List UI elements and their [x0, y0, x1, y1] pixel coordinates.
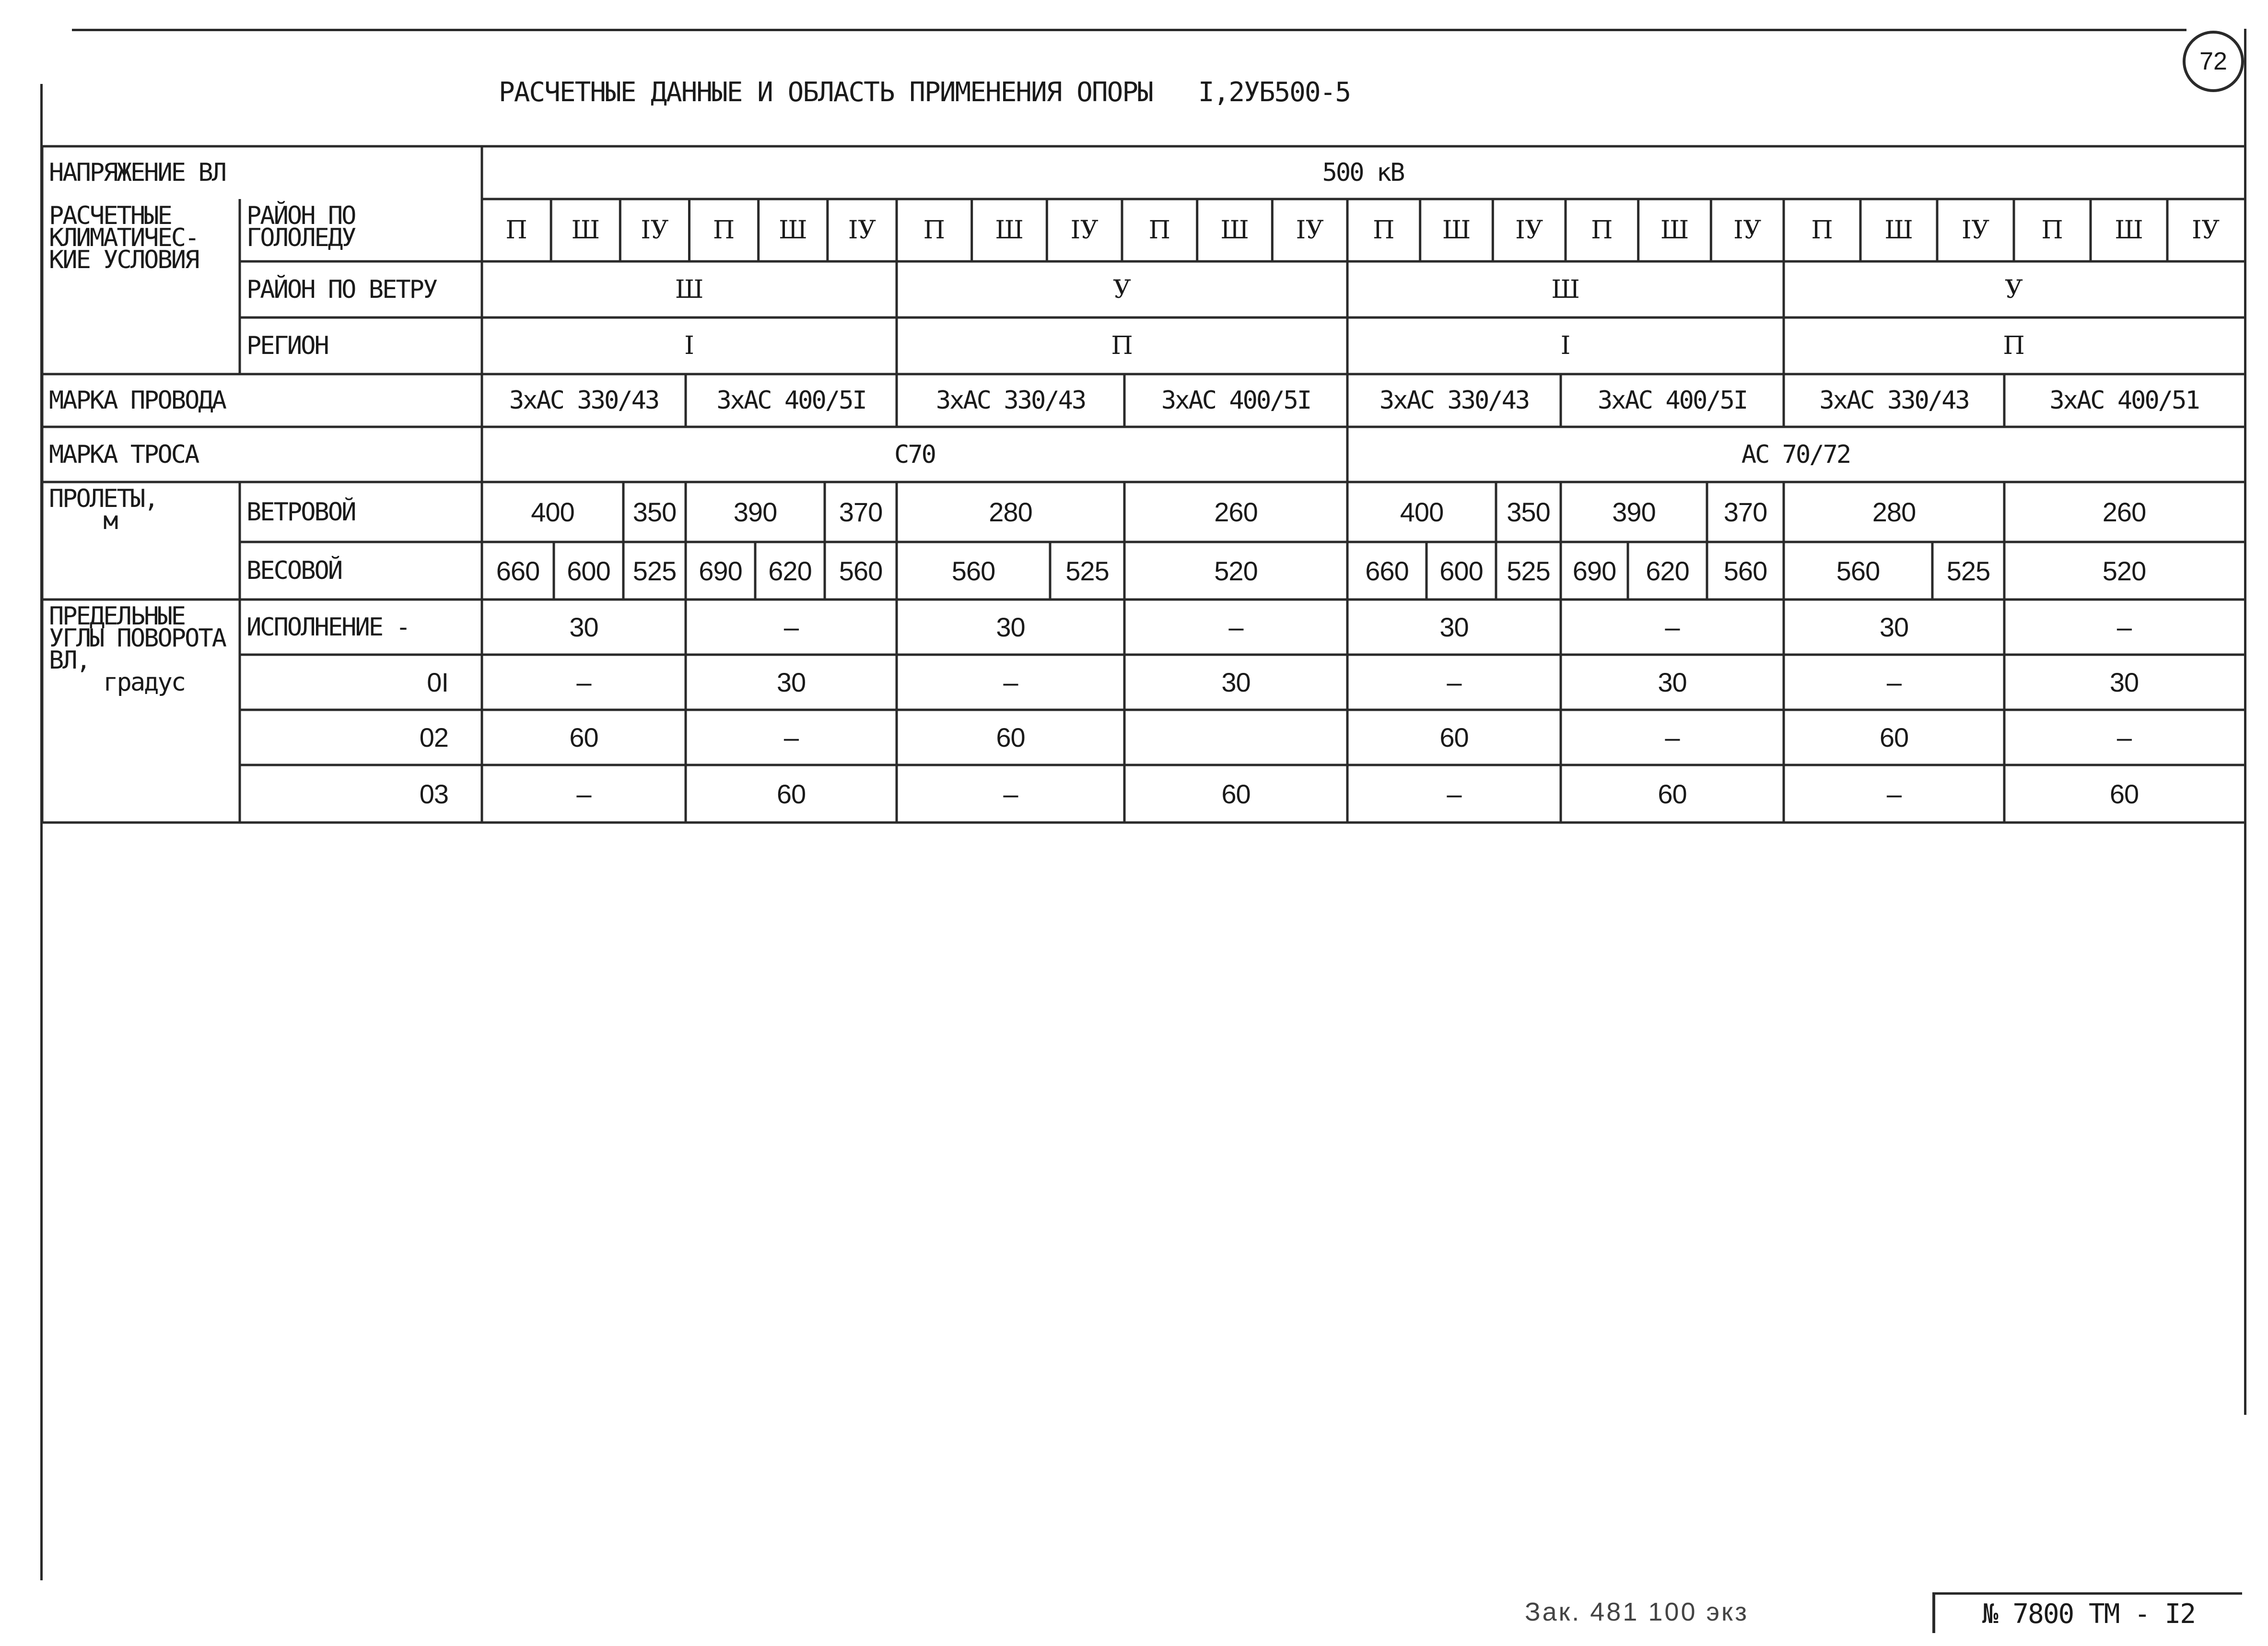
row-label-region: РЕГИОН — [246, 331, 328, 360]
angle-value-cell: – — [783, 612, 799, 642]
wind-span-cell: 400 — [531, 497, 574, 527]
angle-value-cell: 60 — [1879, 722, 1909, 752]
ice-region-cell: П — [2041, 216, 2063, 245]
angle-version-label: 0I — [427, 667, 448, 697]
weight-span-cell: 600 — [1439, 555, 1483, 586]
ice-region-cell: IУ — [1070, 216, 1099, 245]
footer-sheet-number: № 7800 ТМ - I2 — [1932, 1592, 2242, 1633]
angle-value-cell: – — [576, 667, 591, 697]
ice-region-cell: П — [1148, 216, 1170, 245]
weight-span-cell: 560 — [951, 555, 995, 586]
weight-span-cell: 525 — [632, 555, 677, 586]
footer-order-code: Зак. 481 100 экз — [1525, 1598, 1749, 1626]
weight-span-cell: 560 — [1836, 555, 1880, 586]
angle-value-cell: 30 — [569, 612, 598, 642]
wire-brand-cell: 3хАС 330/43 — [1379, 386, 1529, 415]
region-cell: П — [2003, 331, 2025, 360]
ice-region-cell: Ш — [1220, 216, 1249, 245]
page-number: 72 — [2183, 31, 2244, 92]
angle-value-cell: 60 — [1439, 722, 1469, 752]
wind-span-cell: 260 — [1214, 497, 1258, 527]
voltage-value: 500 кВ — [1322, 158, 1404, 187]
wind-span-cell: 350 — [632, 497, 677, 527]
weight-span-cell: 690 — [1572, 555, 1616, 586]
ice-region-cell: IУ — [2191, 216, 2220, 245]
row-label-cable-brand: МАРКА ТРОСА — [49, 440, 199, 469]
wire-brand-cell: 3хАС 330/43 — [935, 386, 1086, 415]
angle-value-cell: 30 — [1879, 612, 1909, 642]
angle-value-cell: – — [2116, 722, 2132, 752]
row-label-spans: ПРОЛЕТЫ, м — [49, 484, 158, 535]
wind-span-cell: 370 — [1723, 497, 1767, 527]
ice-region-cell: П — [713, 216, 735, 245]
wind-region-cell: У — [1113, 275, 1131, 304]
row-label-climate-conditions: РАСЧЕТНЫЕ КЛИМАТИЧЕС- КИЕ УСЛОВИЯ — [49, 201, 199, 274]
ice-region-cell: IУ — [1733, 216, 1762, 245]
angle-value-cell: 30 — [776, 667, 806, 697]
angle-value-cell: 30 — [1658, 667, 1687, 697]
row-label-wind-region: РАЙОН ПО ВЕТРУ — [246, 275, 437, 304]
ice-region-cell: Ш — [1660, 216, 1689, 245]
weight-span-cell: 520 — [2102, 555, 2146, 586]
weight-span-cell: 525 — [1065, 555, 1109, 586]
weight-span-cell: 660 — [496, 555, 540, 586]
angle-value-cell: – — [1886, 778, 1902, 809]
row-label-wire-brand: МАРКА ПРОВОДА — [49, 386, 225, 415]
ice-region-cell: IУ — [1961, 216, 1990, 245]
wind-region-cell: Ш — [675, 275, 704, 304]
region-cell: П — [1111, 331, 1133, 360]
cable-brand-cell: АС 70/72 — [1741, 440, 1850, 469]
wire-brand-cell: 3хАС 400/5I — [716, 386, 866, 415]
angle-version-label: 02 — [419, 722, 448, 752]
wind-span-cell: 400 — [1400, 497, 1444, 527]
ice-region-cell: Ш — [571, 216, 600, 245]
ice-region-cell: П — [923, 216, 945, 245]
weight-span-cell: 520 — [1214, 555, 1258, 586]
row-label-voltage: НАПРЯЖЕНИЕ ВЛ — [49, 158, 225, 187]
angle-value-cell: – — [1665, 722, 1680, 752]
angle-value-cell — [1124, 710, 1347, 765]
angle-version-label: 03 — [419, 778, 448, 809]
wire-brand-cell: 3хАС 330/43 — [1819, 386, 1969, 415]
weight-span-cell: 620 — [1646, 555, 1689, 586]
angle-value-cell: 30 — [996, 612, 1025, 642]
angle-value-cell: – — [1228, 612, 1243, 642]
ice-region-cell: П — [1591, 216, 1613, 245]
wind-span-cell: 280 — [1872, 497, 1916, 527]
ice-region-cell: IУ — [1515, 216, 1543, 245]
weight-span-cell: 600 — [567, 555, 610, 586]
angle-value-cell: – — [1003, 667, 1018, 697]
cable-brand-cell: С70 — [894, 440, 935, 469]
ice-region-cell: Ш — [779, 216, 807, 245]
wind-span-cell: 280 — [989, 497, 1032, 527]
angle-value-cell: – — [1447, 667, 1461, 697]
weight-span-cell: 525 — [1507, 555, 1550, 586]
ice-region-cell: IУ — [1296, 216, 1324, 245]
region-cell: I — [1560, 331, 1571, 360]
angle-value-cell: – — [1003, 778, 1018, 809]
angle-value-cell: 30 — [2109, 667, 2139, 697]
weight-span-cell: 690 — [699, 555, 742, 586]
angle-value-cell: 60 — [996, 722, 1025, 752]
angle-value-cell: 60 — [1221, 778, 1251, 809]
angle-value-cell: 30 — [1439, 612, 1469, 642]
wire-brand-cell: 3хАС 400/5I — [1161, 386, 1311, 415]
weight-span-cell: 620 — [768, 555, 812, 586]
ice-region-cell: Ш — [1884, 216, 1913, 245]
angle-value-cell: – — [576, 778, 591, 809]
angle-value-cell: 30 — [1221, 667, 1251, 697]
ice-region-cell: Ш — [995, 216, 1024, 245]
angle-value-cell: – — [1447, 778, 1461, 809]
weight-span-cell: 660 — [1365, 555, 1409, 586]
wire-brand-cell: 3хАС 330/43 — [509, 386, 659, 415]
angle-value-cell: – — [2116, 612, 2132, 642]
angle-value-cell: – — [1665, 612, 1680, 642]
wind-span-cell: 370 — [839, 497, 883, 527]
wind-span-cell: 260 — [2102, 497, 2146, 527]
ice-region-cell: IУ — [848, 216, 876, 245]
angle-value-cell: – — [783, 722, 799, 752]
wind-span-cell: 390 — [733, 497, 777, 527]
wire-brand-cell: 3хАС 400/51 — [2049, 386, 2199, 415]
row-label-weight-span: ВЕСОВОЙ — [246, 556, 342, 585]
wind-span-cell: 350 — [1507, 497, 1550, 527]
ice-region-cell: Ш — [1442, 216, 1471, 245]
weight-span-cell: 560 — [839, 555, 883, 586]
region-cell: I — [684, 331, 694, 360]
ice-region-cell: IУ — [641, 216, 669, 245]
ice-region-cell: П — [1373, 216, 1395, 245]
ice-region-cell: Ш — [2115, 216, 2143, 245]
row-label-ice-region: РАЙОН ПО ГОЛОЛЕДУ — [246, 201, 355, 252]
ice-region-cell: П — [505, 216, 527, 245]
wire-brand-cell: 3хАС 400/5I — [1597, 386, 1747, 415]
row-label-wind-span: ВЕТРОВОЙ — [246, 497, 355, 527]
ice-region-cell: П — [1811, 216, 1833, 245]
wind-region-cell: У — [2005, 275, 2023, 304]
angle-value-cell: 60 — [2109, 778, 2139, 809]
row-label-turn-angles: ПРЕДЕЛЬНЫЕ УГЛЫ ПОВОРОТА ВЛ, градус — [49, 602, 225, 697]
angle-value-cell: – — [1886, 667, 1902, 697]
document-title: РАСЧЕТНЫЕ ДАННЫЕ И ОБЛАСТЬ ПРИМЕНЕНИЯ ОПОРЫ I,2УБ500-5 — [499, 77, 1351, 108]
angle-value-cell: 60 — [569, 722, 598, 752]
angle-value-cell: 60 — [776, 778, 806, 809]
row-label-version: ИСПОЛНЕНИЕ - — [246, 612, 409, 642]
wind-region-cell: Ш — [1551, 275, 1580, 304]
wind-span-cell: 390 — [1612, 497, 1656, 527]
weight-span-cell: 560 — [1723, 555, 1767, 586]
angle-value-cell: 60 — [1658, 778, 1687, 809]
weight-span-cell: 525 — [1946, 555, 1990, 586]
